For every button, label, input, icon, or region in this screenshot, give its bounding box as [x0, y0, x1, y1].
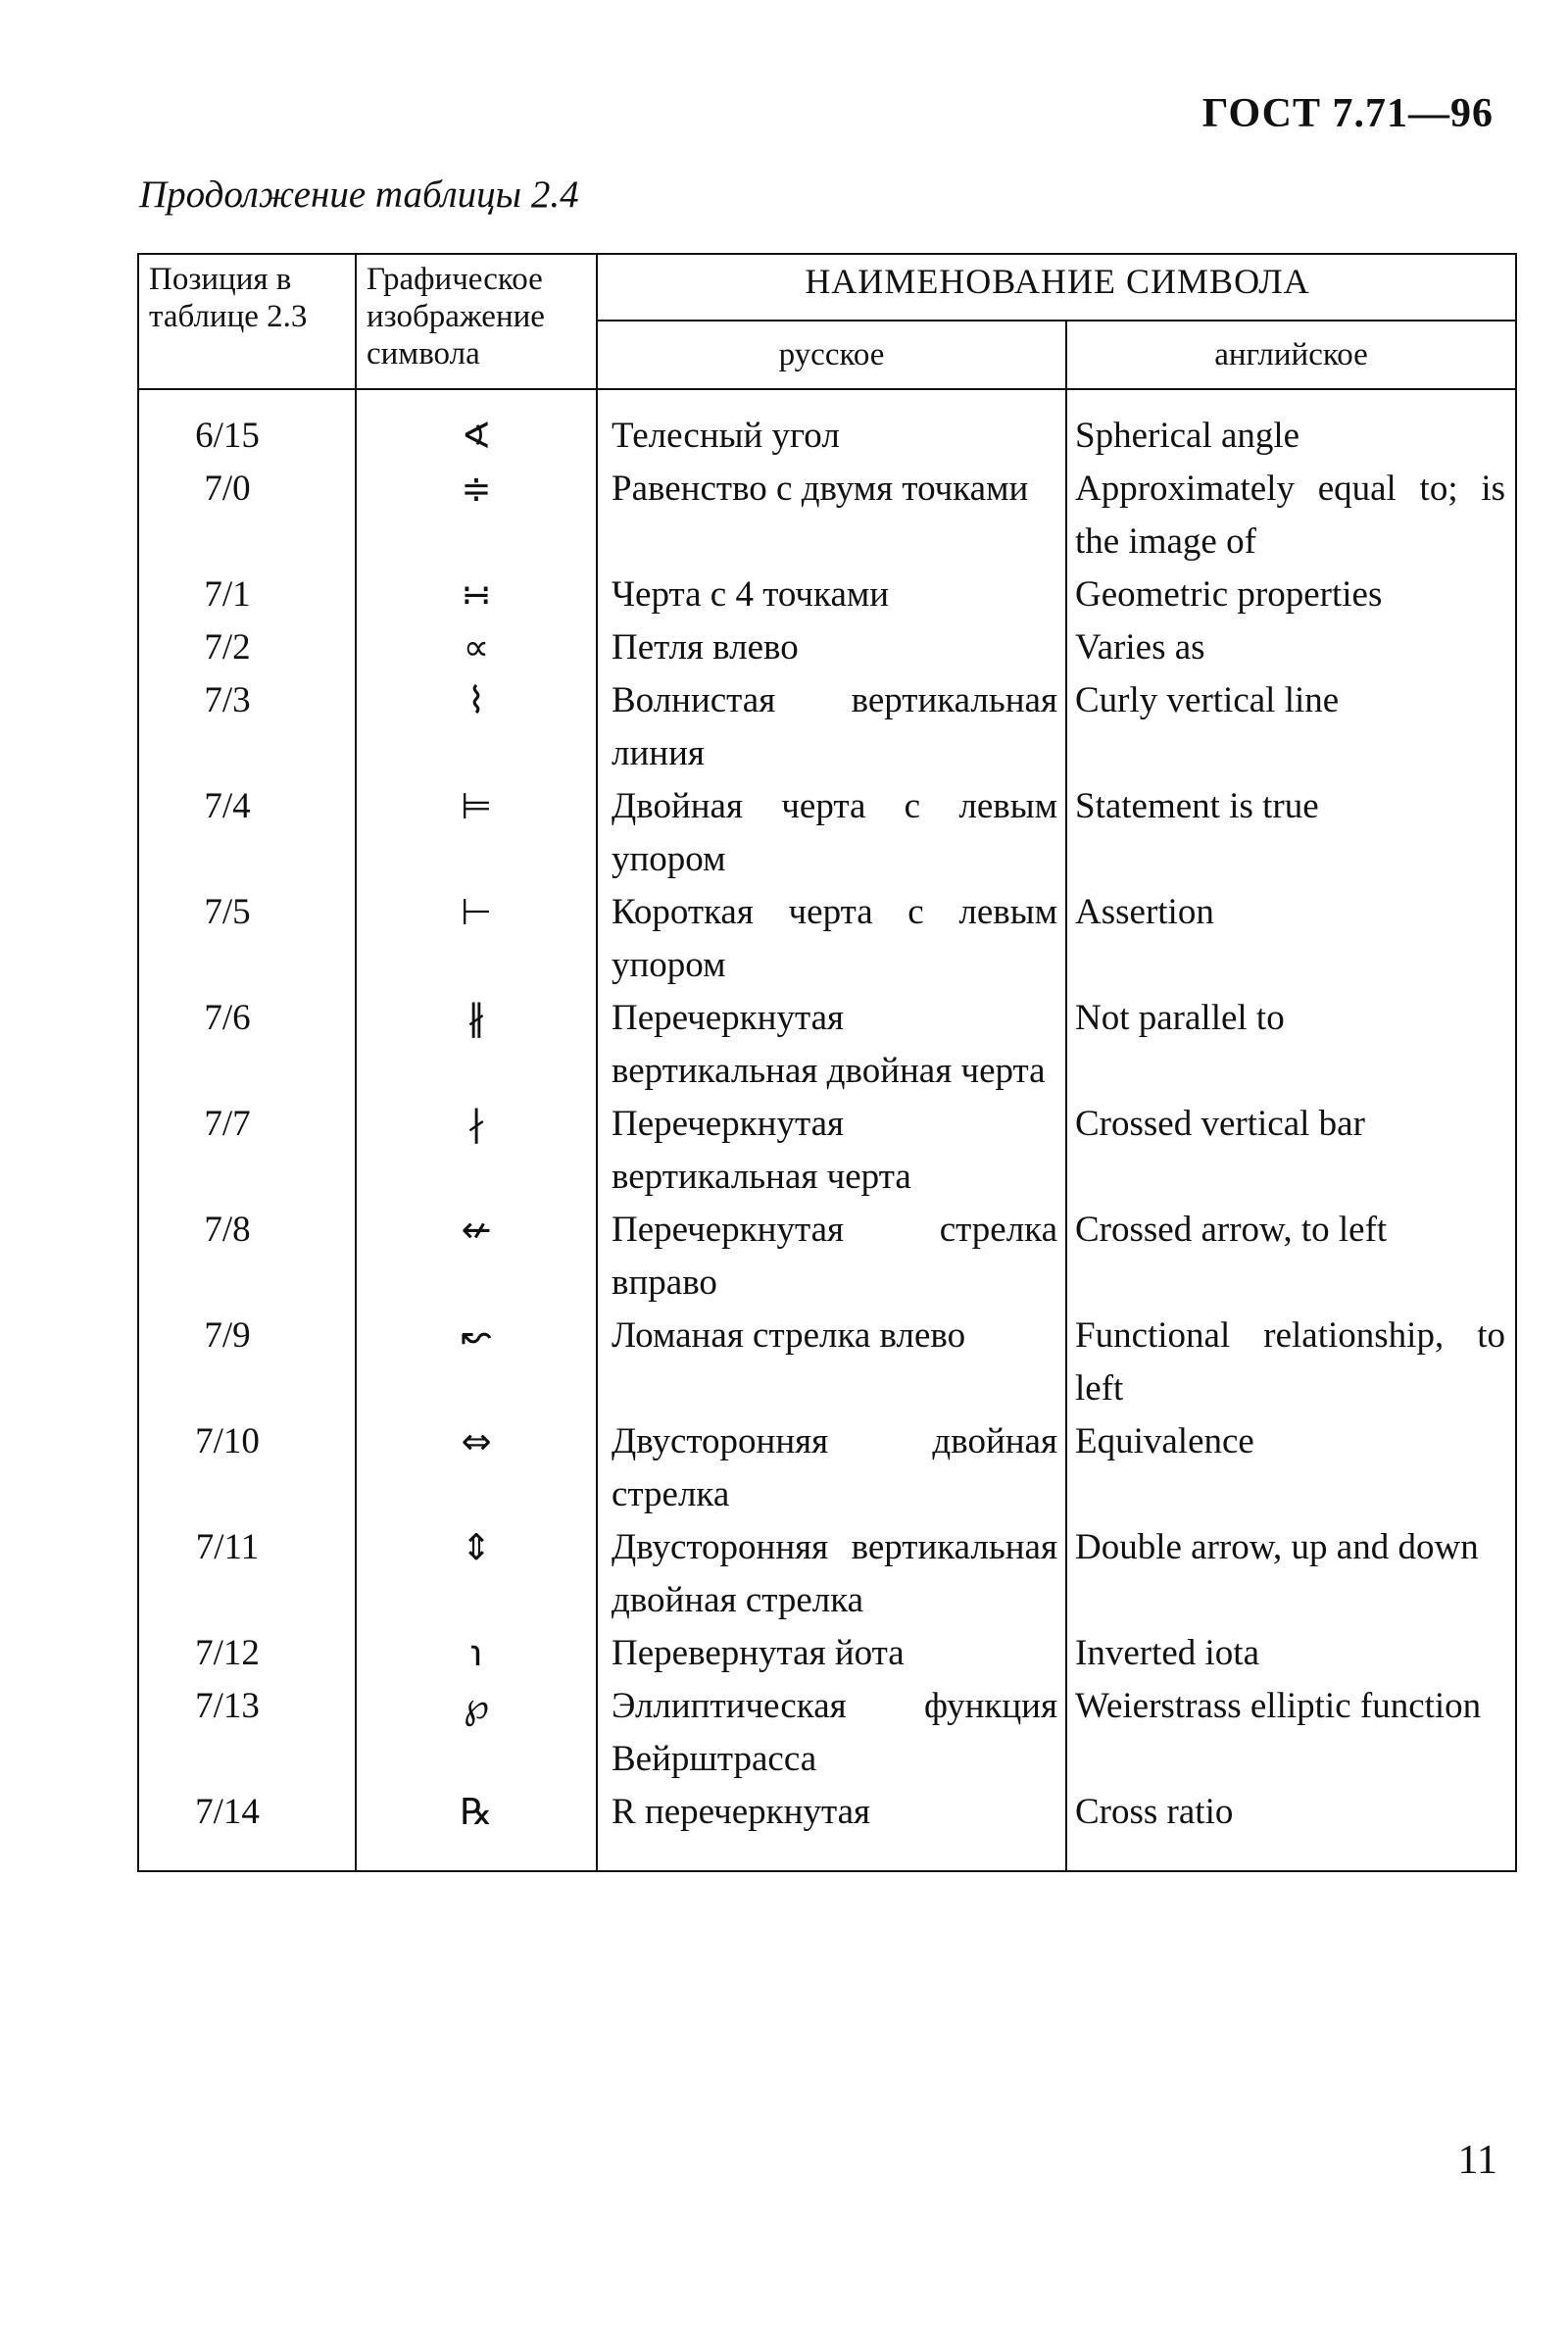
symbol-glyph-cell: ≑: [356, 463, 597, 569]
table-row: [138, 1786, 1516, 1871]
position-cell: 7/0: [138, 463, 356, 569]
table-row: [138, 1310, 1516, 1415]
symbol-glyph-cell: ℘: [356, 1680, 597, 1786]
position-cell: 7/1: [138, 569, 356, 621]
russian-name-cell: Петля влево: [597, 621, 1066, 674]
russian-name-cell: R перечеркнутая: [597, 1786, 1066, 1871]
table-row: [138, 780, 1516, 886]
english-name-cell: Geometric properties: [1066, 569, 1516, 621]
english-name-cell: Inverted iota: [1066, 1627, 1516, 1680]
english-name-cell: Functional relationship, to left: [1066, 1310, 1516, 1415]
standard-header: ГОСТ 7.71—96: [1201, 91, 1494, 136]
column-header-name-group: НАИМЕНОВАНИЕ СИМВОЛА: [597, 254, 1516, 321]
english-name-cell: Weierstrass elliptic function: [1066, 1680, 1516, 1786]
russian-name-cell: Равенство с двумя точками: [597, 463, 1066, 569]
table-row: [138, 1098, 1516, 1204]
symbol-glyph-cell: ∦: [356, 992, 597, 1098]
symbol-glyph-cell: ⌇: [356, 674, 597, 780]
english-name-cell: Cross ratio: [1066, 1786, 1516, 1871]
table-body: [138, 389, 1516, 1871]
table-row: [138, 569, 1516, 621]
table-row: [138, 463, 1516, 569]
position-cell: 7/12: [138, 1627, 356, 1680]
russian-name-cell: Черта с 4 точками: [597, 569, 1066, 621]
table-row: [138, 992, 1516, 1098]
english-name-cell: Crossed vertical bar: [1066, 1098, 1516, 1204]
symbol-glyph-cell: ∝: [356, 621, 597, 674]
table-row: [138, 1415, 1516, 1521]
table-caption: Продолжение таблицы 2.4: [139, 173, 579, 216]
position-cell: 7/2: [138, 621, 356, 674]
russian-name-cell: Перечеркнутая стрелка вправо: [597, 1204, 1066, 1310]
russian-name-cell: Перевернутая йота: [597, 1627, 1066, 1680]
column-header-image: Графическое изображение символа: [356, 254, 597, 389]
column-header-russian: русское: [597, 321, 1066, 389]
table-row: [138, 674, 1516, 780]
english-name-cell: Double arrow, up and down: [1066, 1521, 1516, 1627]
english-name-cell: Assertion: [1066, 886, 1516, 992]
position-cell: 7/10: [138, 1415, 356, 1521]
english-name-cell: Approximately equal to; is the image of: [1066, 463, 1516, 569]
position-cell: 7/11: [138, 1521, 356, 1627]
russian-name-cell: Ломаная стрелка влево: [597, 1310, 1066, 1415]
table-row: [138, 389, 1516, 463]
symbol-glyph-cell: ∺: [356, 569, 597, 621]
russian-name-cell: Двусторонняя двойная стрелка: [597, 1415, 1066, 1521]
column-header-english: английское: [1066, 321, 1516, 389]
table-row: [138, 886, 1516, 992]
russian-name-cell: Короткая черта с левым упором: [597, 886, 1066, 992]
position-cell: 7/13: [138, 1680, 356, 1786]
table-row: [138, 1204, 1516, 1310]
position-cell: 7/8: [138, 1204, 356, 1310]
english-name-cell: Spherical angle: [1066, 389, 1516, 463]
position-cell: 6/15: [138, 389, 356, 463]
table-row: [138, 1680, 1516, 1786]
english-name-cell: Equivalence: [1066, 1415, 1516, 1521]
symbol-glyph-cell: ↜: [356, 1310, 597, 1415]
symbol-glyph-cell: ⊨: [356, 780, 597, 886]
english-name-cell: Curly vertical line: [1066, 674, 1516, 780]
symbol-glyph-cell: ℩: [356, 1627, 597, 1680]
position-cell: 7/7: [138, 1098, 356, 1204]
table-row: [138, 1627, 1516, 1680]
page-number: 11: [1457, 2138, 1497, 2183]
symbol-glyph-cell: ℞: [356, 1786, 597, 1871]
table-row: [138, 621, 1516, 674]
column-header-position: Позиция в таблице 2.3: [138, 254, 356, 389]
russian-name-cell: Телесный угол: [597, 389, 1066, 463]
symbol-glyph-cell: ↚: [356, 1204, 597, 1310]
symbol-glyph-cell: ⇕: [356, 1521, 597, 1627]
english-name-cell: Not parallel to: [1066, 992, 1516, 1098]
position-cell: 7/3: [138, 674, 356, 780]
position-cell: 7/14: [138, 1786, 356, 1871]
symbol-glyph-cell: ⇔: [356, 1415, 597, 1521]
russian-name-cell: Эллиптическая функция Вейрштрасса: [597, 1680, 1066, 1786]
russian-name-cell: Волнистая вертикальная линия: [597, 674, 1066, 780]
symbol-glyph-cell: ∢: [356, 389, 597, 463]
symbol-table: [137, 253, 1517, 1872]
position-cell: 7/6: [138, 992, 356, 1098]
table-row: [138, 1521, 1516, 1627]
russian-name-cell: Перечеркнутая вертикальная черта: [597, 1098, 1066, 1204]
position-cell: 7/5: [138, 886, 356, 992]
position-cell: 7/4: [138, 780, 356, 886]
russian-name-cell: Перечеркнутая вертикальная двойная черта: [597, 992, 1066, 1098]
symbol-glyph-cell: ∤: [356, 1098, 597, 1204]
english-name-cell: Statement is true: [1066, 780, 1516, 886]
russian-name-cell: Двусторонняя вертикальная двойная стрелка: [597, 1521, 1066, 1627]
symbol-glyph-cell: ⊢: [356, 886, 597, 992]
position-cell: 7/9: [138, 1310, 356, 1415]
russian-name-cell: Двойная черта с левым упором: [597, 780, 1066, 886]
english-name-cell: Varies as: [1066, 621, 1516, 674]
english-name-cell: Crossed arrow, to left: [1066, 1204, 1516, 1310]
